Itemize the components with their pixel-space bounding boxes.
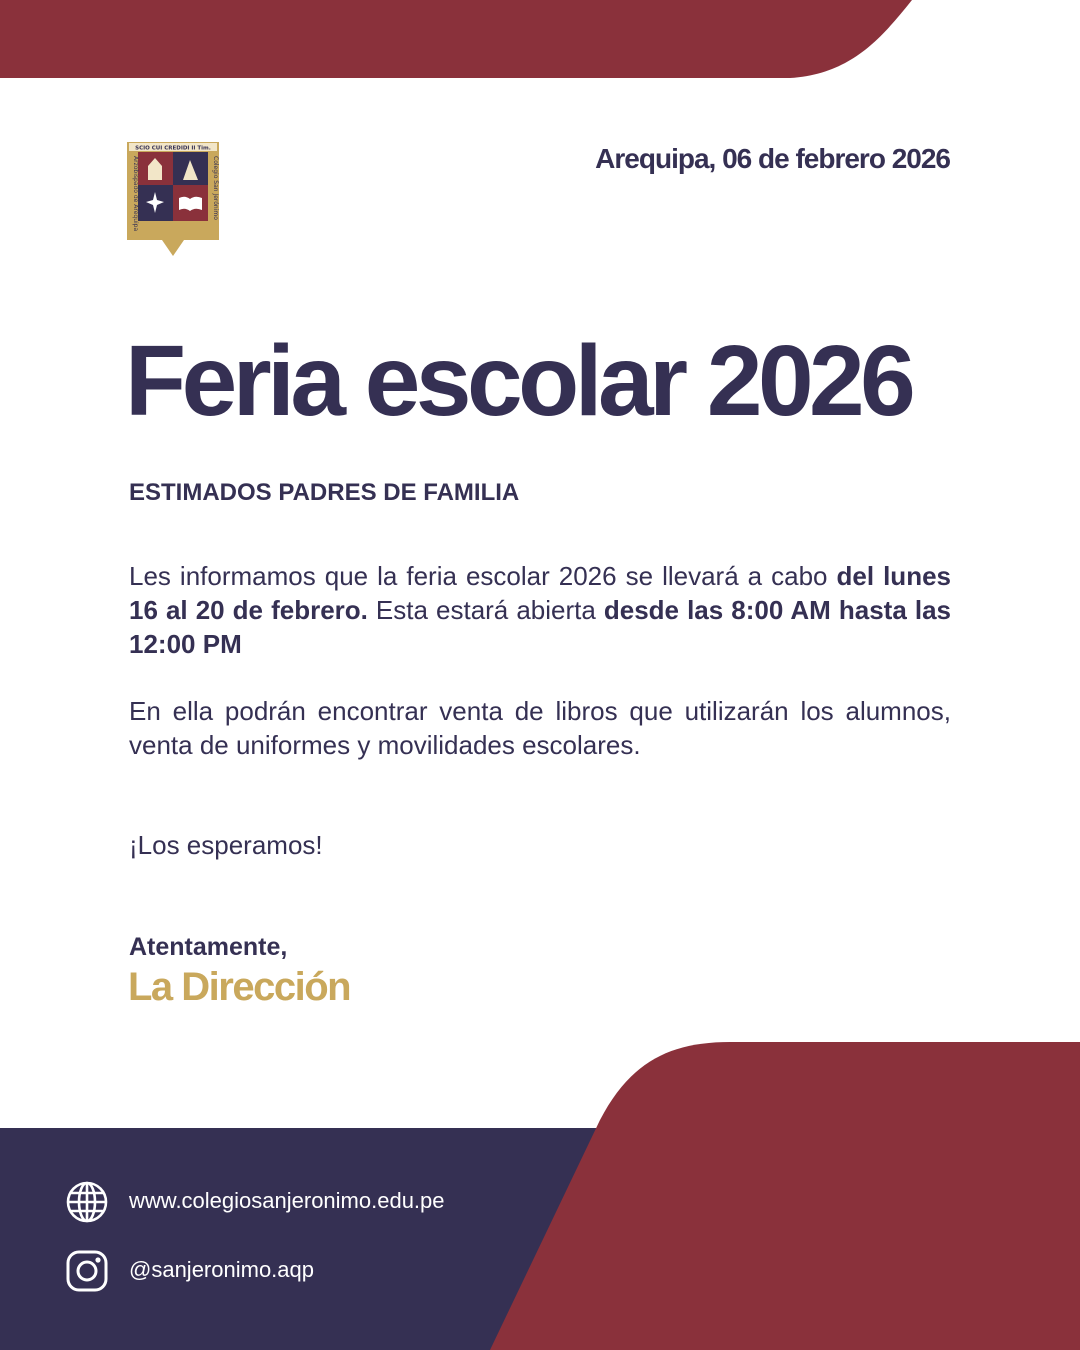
crest-left-text: Arzobispado de Arequipa [132,156,139,232]
page-title: Feria escolar 2026 [125,325,912,437]
greeting: ESTIMADOS PADRES DE FAMILIA [129,479,520,506]
regards-line: Atentamente, [129,933,288,961]
website-link[interactable]: www.colegiosanjeronimo.edu.pe [129,1188,445,1213]
date-line: Arequipa, 06 de febrero 2026 [595,143,950,174]
crest-right-text: Colegio San Jerónimo [212,156,219,220]
instagram-contact[interactable] [66,1250,526,1294]
dates-highlight: del lunes 16 al 20 de febrero. [129,561,951,625]
website-contact[interactable] [66,1181,526,1225]
top-banner-shape [0,0,912,78]
hours-highlight: desde las 8:00 AM hasta las 12:00 PM [129,595,951,659]
paragraph-text: Esta estará abierta [367,595,604,625]
closing-line: ¡Los esperamos! [129,830,323,860]
paragraph-text: Les informamos que la feria escolar 2026 se llevará a cabo [129,561,837,591]
announcement-paragraph [129,559,951,661]
instagram-icon [66,1250,108,1292]
globe-icon [66,1181,108,1223]
crest-motto: SCIO CUI CREDIDI II Tim. [135,145,211,152]
bottom-maroon-shape [490,1042,1080,1350]
signature: La Dirección [128,965,351,1009]
details-paragraph: En ella podrán encontrar venta de libros que utilizarán los alumnos, venta de uniformes y movilidades escolares. [129,696,951,760]
school-crest-logo [126,140,220,260]
instagram-handle[interactable]: @sanjeronimo.aqp [129,1257,314,1282]
